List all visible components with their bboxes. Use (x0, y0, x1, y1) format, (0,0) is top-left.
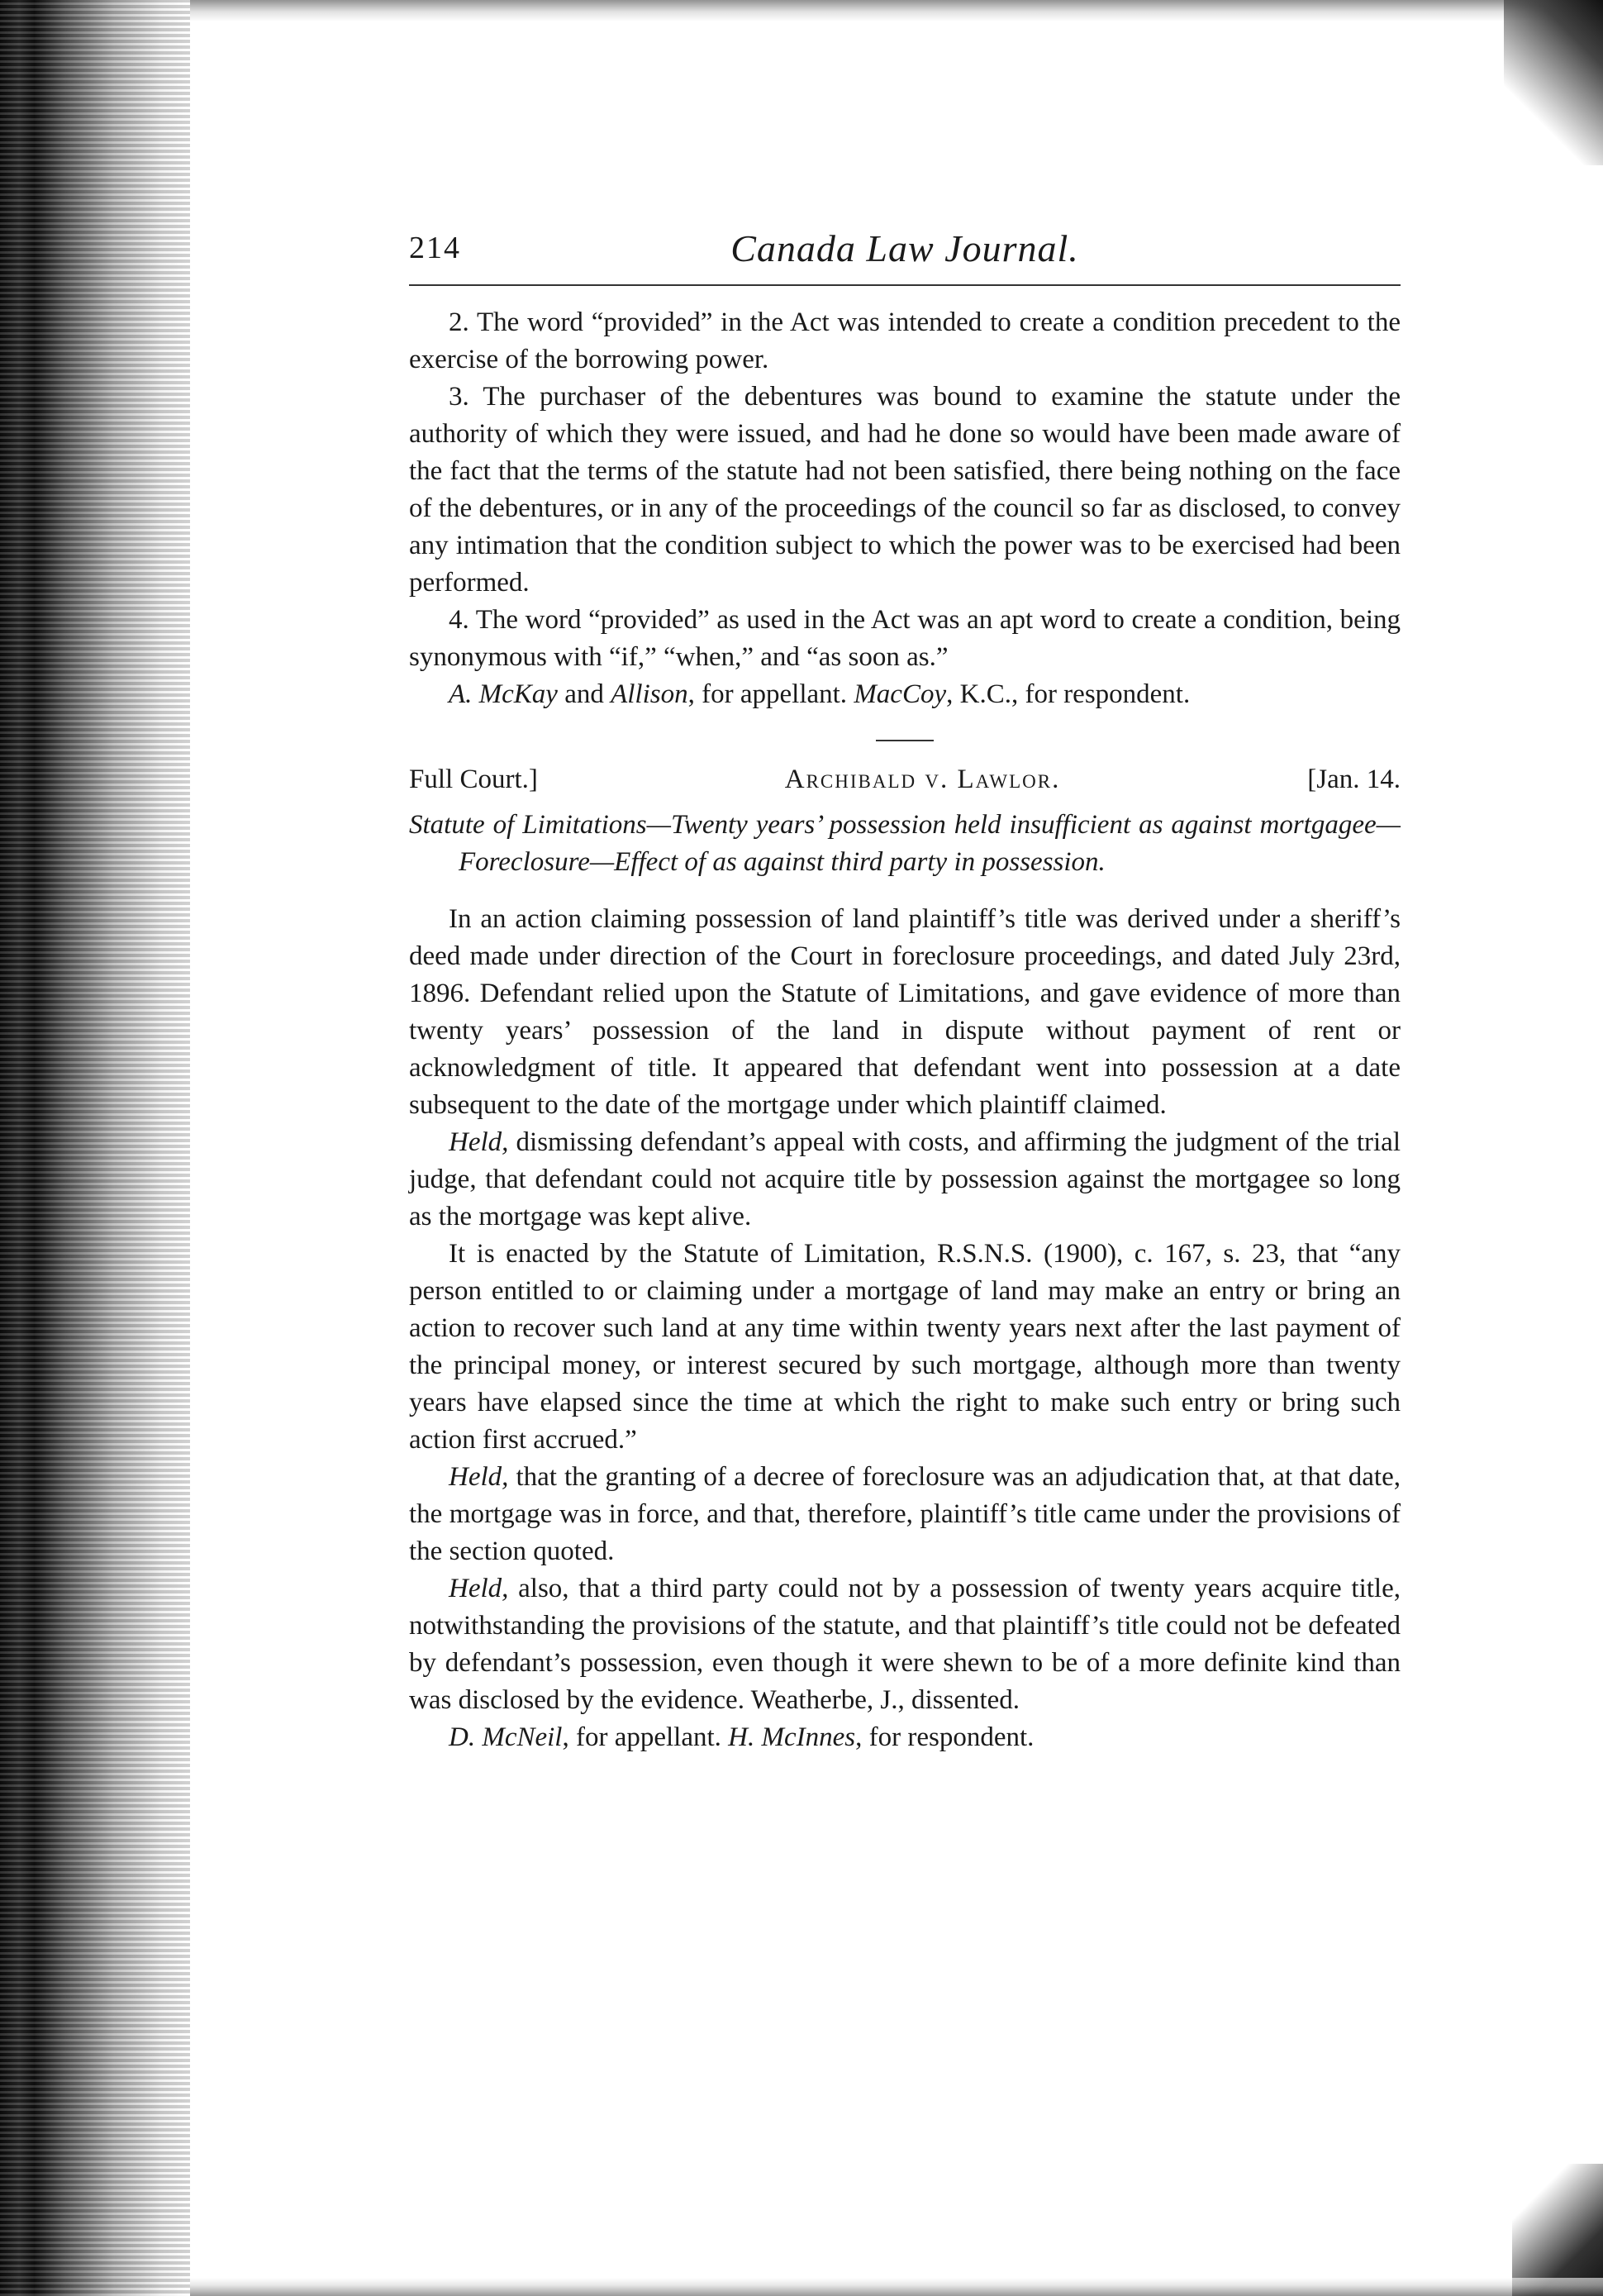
held-label: Held, (449, 1462, 509, 1492)
scan-edge-left (0, 0, 190, 2296)
respondent-suffix: , K.C., for respondent. (946, 679, 1191, 709)
court-name: Full Court.] (409, 765, 538, 794)
held-2 (409, 1459, 1401, 1570)
counsel-line-1 (409, 676, 1401, 713)
header-rule (409, 284, 1401, 286)
held-label: Held, (449, 1127, 509, 1157)
scan-edge-bottom (190, 2278, 1603, 2296)
paragraph-2: 2. The word “provided” in the Act was intended to create a condition precedent to the exercise of the borrowing power. (409, 307, 1401, 374)
paragraph-3: 3. The purchaser of the debentures was bound to examine the statute under the authority of which they were issued, and had he done so would have been made aware of the fact that the terms of the statute had not been satisfied, there being nothing on the face of the debentures, or in any of the proceedings of the council so far as disclosed, to convey any intimation that the condition subject to which the power was to be exercised had been performed. (409, 382, 1401, 598)
section-separator (876, 740, 934, 741)
appellant-counsel: D. McNeil (449, 1722, 563, 1752)
page-header (409, 227, 1401, 276)
journal-page (409, 227, 1401, 1756)
scan-corner-bottom-right (1512, 2164, 1603, 2296)
statute-quote: It is enacted by the Statute of Limitation, R.S.N.S. (1900), c. 167, s. 23, that “any person entitled to or claiming under a mortgage of land may make an entry or bring an action to recover such land at any time within twenty years next after the last payment of the principal money, or interest secured by such mortgage, although more than twenty years have elapsed since the time at which the right to make such entry or bring such action first accrued.” (409, 1239, 1401, 1455)
respondent-counsel: MacCoy (854, 679, 947, 709)
scan-corner-top-right (1504, 0, 1603, 165)
held-3 (409, 1570, 1401, 1719)
appellant-counsel-2: Allison (611, 679, 688, 709)
held-label: Held, (449, 1574, 509, 1603)
case-title: Archibald v. Lawlor. (784, 765, 1061, 794)
respondent-counsel: H. McInnes (728, 1722, 856, 1752)
case-facts: In an action claiming possession of land plaintiff’s title was derived under a sheriff’s deed made under direction of the Court in foreclosure proceedings, and dated July 23rd, 1896. Defendant relied upon the Statute of Limitations, and gave evidence of more than twenty years’ possession of the land in dispute without payment of rent or acknowledgment of title. It appeared that defendant went into possession at a date subsequent to the date of the mortgage under which plaintiff claimed. (409, 904, 1401, 1120)
counsel-line-2 (409, 1719, 1401, 1756)
paragraph-4: 4. The word “provided” as used in the Act was an apt word to create a condition, being synonymous with “if,” “when,” and “as soon as.” (409, 605, 1401, 672)
held-text: that the granting of a decree of foreclosure was an adjudication that, at that date, the mortgage was in force, and that, therefore, plaintiff’s title came under the provisions of the section quoted. (409, 1462, 1401, 1566)
appellant-counsel-1: A. McKay (449, 679, 558, 709)
appellant-suffix: , for appellant. (687, 679, 854, 709)
case-date: [Jan. 14. (1307, 765, 1401, 794)
held-text: dismissing defendant’s appeal with costs, and affirming the judgment of the trial judge, that defendant could not acquire title by possession against the mortgagee so long as the mortgage was kept alive. (409, 1127, 1401, 1231)
held-text: also, that a third party could not by a possession of twenty years acquire title, notwithstanding the provisions of the statute, and that plaintiff’s title could not be defeated by defendant’s possession, even though it were shewn to be of a more definite kind than was disclosed by the evidence. Weatherbe, J., dissented. (409, 1574, 1401, 1715)
journal-title: Canada Law Journal. (730, 227, 1079, 269)
scan-edge-top (190, 0, 1603, 21)
case-heading (409, 761, 1401, 798)
case-headnote: Statute of Limitations—Twenty years’ possession held insufficient as against mortgagee—Foreclosure—Effect of as against third party in possession. (409, 810, 1401, 877)
counsel-connector: and (557, 679, 611, 709)
page-number: 214 (409, 231, 461, 265)
respondent-suffix: , for respondent. (855, 1722, 1035, 1752)
held-1 (409, 1124, 1401, 1236)
appellant-suffix: , for appellant. (562, 1722, 729, 1752)
